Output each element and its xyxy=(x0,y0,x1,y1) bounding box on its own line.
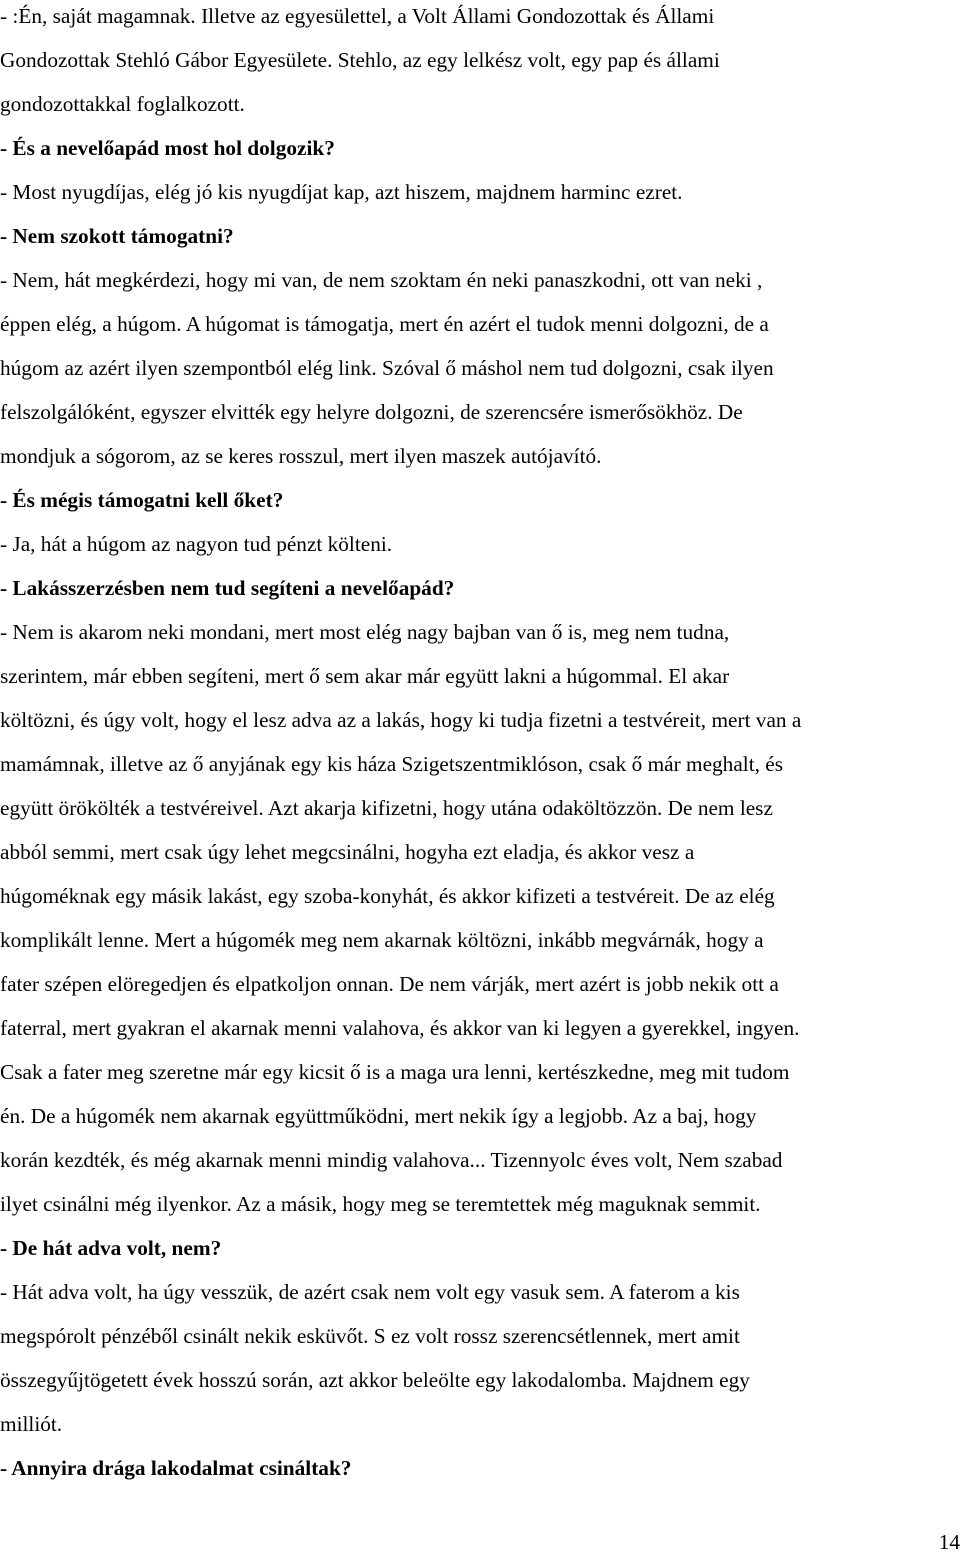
question-paragraph: - De hát adva volt, nem? xyxy=(0,1236,222,1260)
question-paragraph: - Annyira drága lakodalmat csináltak? xyxy=(0,1456,352,1480)
question-paragraph: - És a nevelőapád most hol dolgozik? xyxy=(0,136,335,160)
answer-paragraph: - Hát adva volt, ha úgy vesszük, de azért csak nem volt egy vasuk sem. A faterom a kis megspórolt pénzéből csinált nekik esküvőt. S ez volt rossz szerencsétlennek, mert amit összegyűjtögetett évek hosszú során, azt akkor beleölte egy lakodalomba. Majdnem egy milliót. xyxy=(0,1280,750,1436)
answer-paragraph: - Nem, hát megkérdezi, hogy mi van, de nem szoktam én neki panaszkodni, ott van neki , éppen elég, a húgom. A húgomat is támogatja, mert én azért el tudok menni dolgozni, de a húgom az azért ilyen szempontból elég link. Szóval ő máshol nem tud dolgozni, csak ilyen felszolgálóként, egyszer elvitték egy helyre dolgozni, de szerencsére ismerősökhöz. De mondjuk a sógorom, az se keres rosszul, mert ilyen maszek autójavító. xyxy=(0,268,774,468)
answer-paragraph: - :Én, saját magamnak. Illetve az egyesülettel, a Volt Állami Gondozottak és Állami Gondozottak Stehló Gábor Egyesülete. Stehlo, az egy lelkész volt, egy pap és állami gondozottakkal foglalkozott. xyxy=(0,4,720,116)
question-paragraph: - Lakásszerzésben nem tud segíteni a nevelőapád? xyxy=(0,576,455,600)
answer-paragraph: - Ja, hát a húgom az nagyon tud pénzt költeni. xyxy=(0,532,393,556)
answer-paragraph: - Nem is akarom neki mondani, mert most elég nagy bajban van ő is, meg nem tudna, szerintem, már ebben segíteni, mert ő sem akar már együtt lakni a húgommal. El akar költözni, és úgy volt, hogy el lesz adva az a lakás, hogy ki tudja fizetni a testvéreit, mert van a mamámnak, illetve az ő anyjának egy kis háza Szigetszentmiklóson, csak ő már meghalt, és együtt örökölték a testvéreivel. Azt akarja kifizetni, hogy utána odaköltözzön. De nem lesz abból semmi, mert csak úgy lehet megcsinálni, hogyha ezt eladja, és akkor vesz a húgoméknak egy másik lakást, egy szoba-konyhát, és akkor kifizeti a testvéreit. De az elég komplikált lenne. Mert a húgomék meg nem akarnak költözni, inkább megvárnák, hogy a fater szépen elöregedjen és elpatkoljon onnan. De nem várják, mert azért is jobb nekik ott a faterral, mert gyakran el akarnak menni valahova, és akkor van ki legyen a gyerekkel, ingyen. Csak a fater meg szeretne már egy kicsit ő is a maga ura lenni, kertészkedne, meg mit tudom én. De a húgomék nem akarnak együttműködni, mert nekik így a legjobb. Az a baj, hogy korán kezdték, és még akarnak menni mindig valahova... Tizennyolc éves volt, Nem szabad ilyet csinálni még ilyenkor. Az a másik, hogy meg se teremtettek még maguknak semmit. xyxy=(0,620,802,1216)
question-paragraph: - Nem szokott támogatni? xyxy=(0,224,234,248)
question-paragraph: - És mégis támogatni kell őket? xyxy=(0,488,284,512)
answer-paragraph: - Most nyugdíjas, elég jó kis nyugdíjat kap, azt hiszem, majdnem harminc ezret. xyxy=(0,180,683,204)
page-number: 14 xyxy=(938,1530,960,1554)
